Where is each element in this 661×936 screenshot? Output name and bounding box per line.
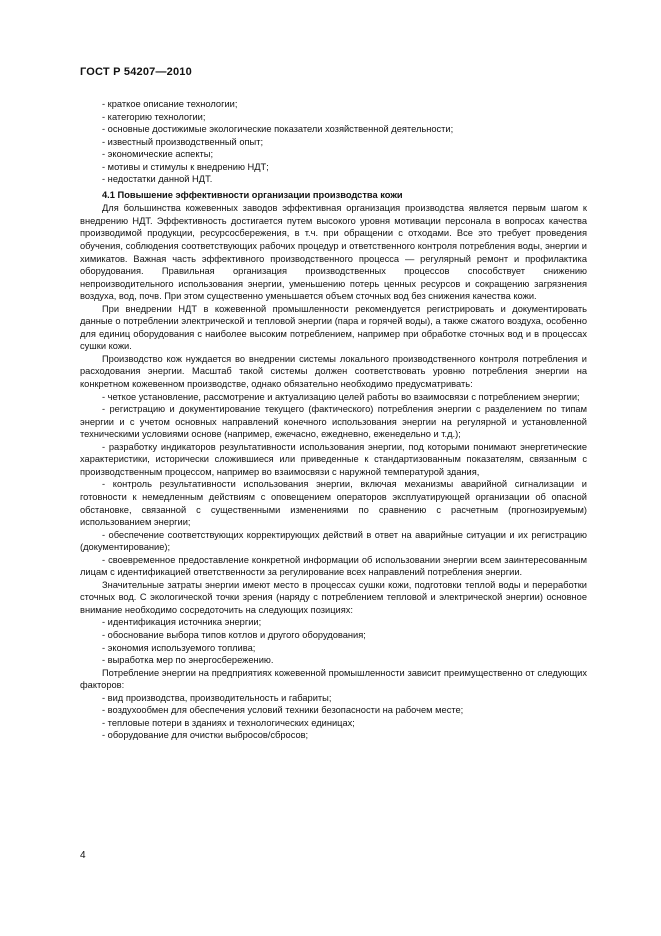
document-header: ГОСТ Р 54207—2010	[80, 66, 192, 78]
list-item: - контроль результативности использования энергии, включая механизмы аварийной сигнализации и готовности к немедленным действиям с оповещением операторов эксплуатирующей организации об опасной обстановке, связанной с существенными изменениями по сравнению с расчетным (прогнозируемым) использованием энергии;	[80, 479, 587, 528]
page-number: 4	[80, 850, 86, 861]
list-item: - обеспечение соответствующих корректирующих действий в ответ на аварийные ситуации и их регистрацию (документирование);	[80, 529, 587, 553]
list-item: - тепловые потери в зданиях и технологических единицах;	[102, 717, 355, 728]
list-item: - экономия используемого топлива;	[102, 642, 256, 653]
list-item: - выработка мер по энергосбережению.	[102, 655, 274, 666]
list-item: - краткое описание технологии;	[102, 99, 238, 109]
list-item: - воздухообмен для обеспечения условий техники безопасности на рабочем месте;	[102, 705, 464, 716]
list-item: - вид производства, производительность и габариты;	[102, 692, 332, 703]
list-item: - недостатки данной НДТ.	[102, 174, 213, 185]
list-item: - мотивы и стимулы к внедрению НДТ;	[102, 161, 269, 172]
paragraph: Для большинства кожевенных заводов эффективная организация производства является первым шагом к внедрению НДТ. Эффективность достигается путем высокого уровня мотивации персонала в вопросах качества производимой продукции, ресурсосбережения, в т.ч. при обращении с отходами. Все это требует проведения обучения, соблюдения соответствующих рабочих процедур и ответственного контроля потребления воды, энергии и химикатов. Важная часть эффективного производственного процесса — регулярный ремонт и профилактика оборудования. Правильная организация производственных процессов способствует снижению непроизводительного использования энергии, уменьшению потерь ценных ресурсов и сокращению загрязнения воздуха, вод, почв. При этом существенно уменьшается объем сточных вод без снижения качества кожи.	[80, 203, 587, 302]
list-item: - четкое установление, рассмотрение и актуализацию целей работы во взаимосвязи с потреблением энергии;	[102, 391, 580, 402]
list-item: - экономические аспекты;	[102, 149, 214, 160]
list-item: - обоснование выбора типов котлов и другого оборудования;	[102, 629, 366, 640]
paragraph: Производство кож нуждается во внедрении системы локального производственного контроля потребления и расходования энергии. Масштаб такой системы должен соответствовать уровню потребления энергии на конкретном кожевенном производстве, однако обязательно необходимо предусматривать:	[80, 353, 587, 390]
list-item: - регистрацию и документирование текущего (фактического) потребления энергии с разделением по типам энергии и с учетом основных направлений конечного использования энергии на регулярной и установленной техническими условиями основе (например, ежечасно, ежедневно, еженедельно и т.д.);	[80, 404, 587, 440]
paragraph: При внедрении НДТ в кожевенной промышленности рекомендуется регистрировать и документировать данные о потреблении электрической и тепловой энергии (пара и горячей воды), а также сжатого воздуха, особенно для единиц оборудования с наиболее высоким потреблением, например при обработке сточных вод и в процессах сушки кожи.	[80, 303, 587, 352]
list-item: - своевременное предоставление конкретной информации об использовании энергии всем заинтересованным лицам с идентификацией ответственности за регулирование всех направлений потребления энергии.	[80, 554, 587, 578]
list-item: - идентификация источника энергии;	[102, 617, 262, 628]
list-item: - разработку индикаторов результативности использования энергии, под которыми понимают энергетические характеристики, исторически сложившиеся или приведенные к стандартизованным показателям, связанным с производственным процессом, например во взаимосвязи с наружной температурой здания,	[80, 441, 587, 477]
section-title: 4.1 Повышение эффективности организации производства кожи	[102, 189, 403, 200]
list-item: - известный производственный опыт;	[102, 136, 264, 147]
paragraph: Значительные затраты энергии имеют место в процессах сушки кожи, подготовки теплой воды и переработки сточных вод. С экологической точки зрения (наряду с потреблением тепловой и электрической энергии) основное внимание необходимо сосредоточить на следующих позициях:	[80, 579, 587, 615]
paragraph: Потребление энергии на предприятиях кожевенной промышленности зависит преимущественно от следующих факторов:	[80, 667, 587, 691]
list-item: - категорию технологии;	[102, 111, 206, 122]
list-item: - основные достижимые экологические показатели хозяйственной деятельности;	[102, 124, 454, 135]
page-body	[80, 98, 587, 742]
list-item: - оборудование для очистки выбросов/сбросов;	[102, 730, 309, 741]
